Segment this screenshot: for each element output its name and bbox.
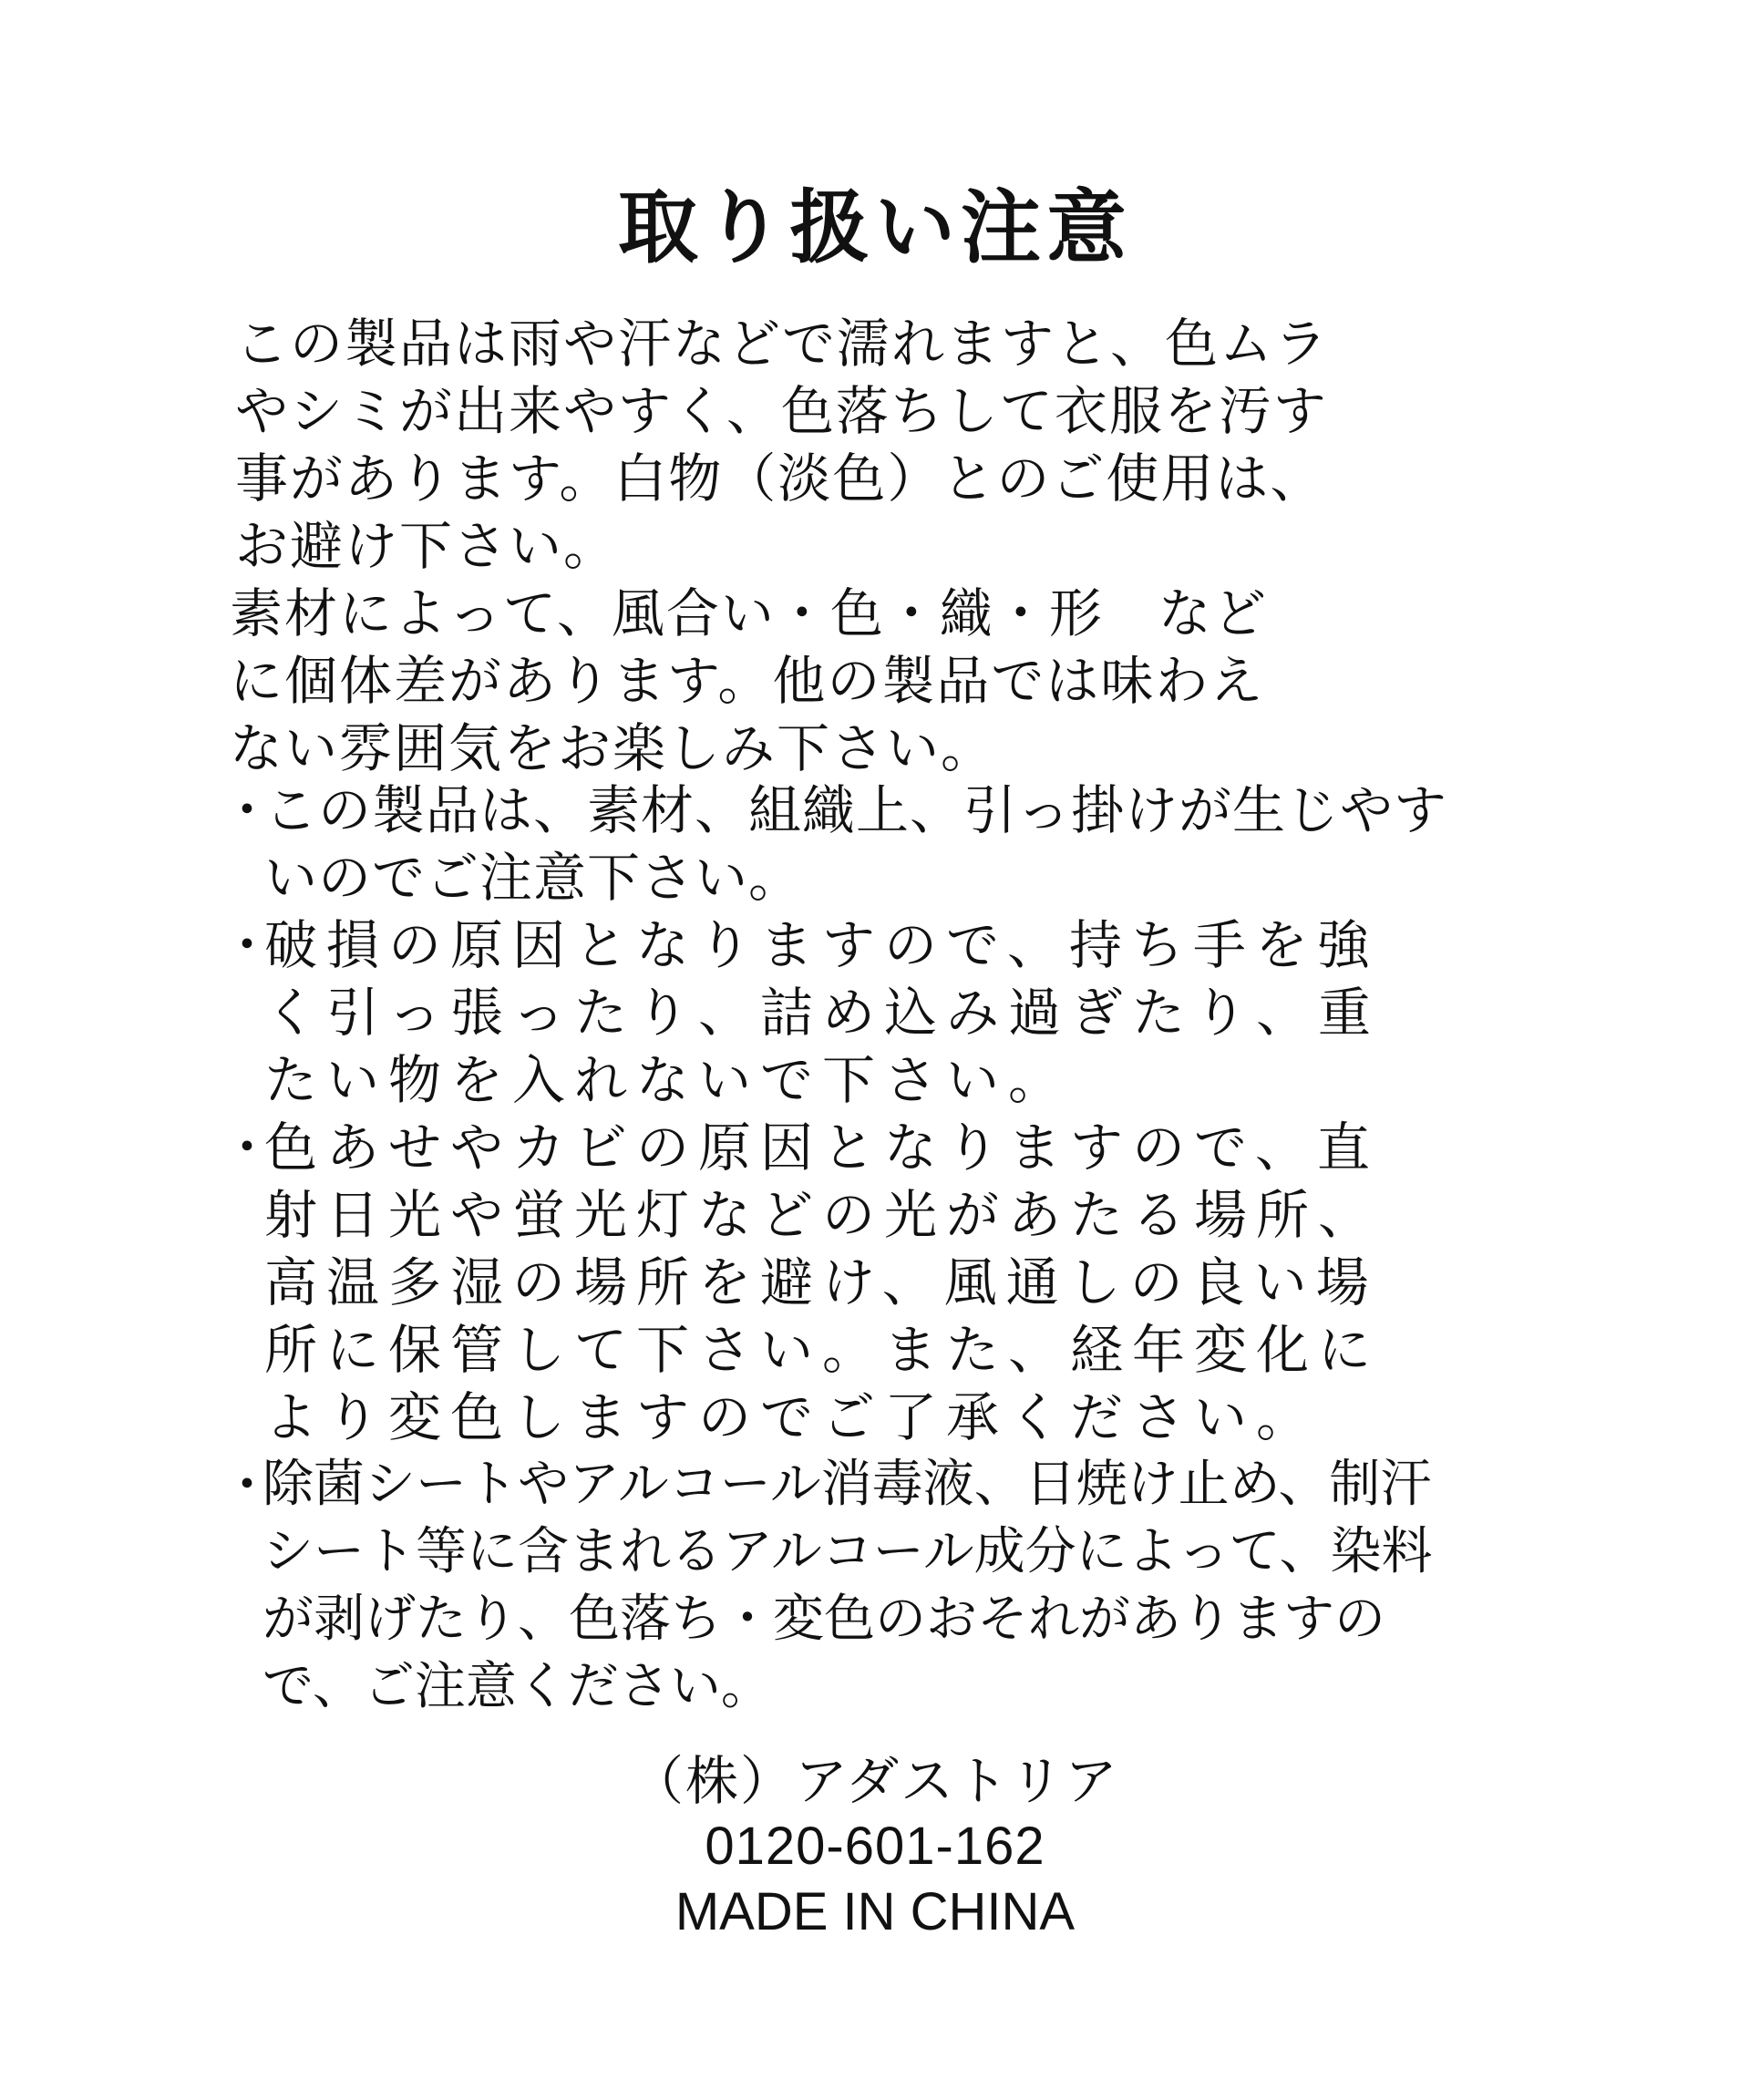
text-line: 素材によって、風合い・色・織・形 など [230, 582, 1268, 644]
caution-text [264, 777, 1447, 911]
text-line: に個体差があります。他の製品では味わえ [230, 650, 1265, 712]
text-line: 色あせやカビの原因となりますので、直 [264, 1117, 1379, 1179]
text-line: 所に保管して下さい。また、経年変化に [264, 1319, 1381, 1381]
text-line: この製品は、素材、組織上、引っ掛けが生じやす [264, 779, 1448, 841]
text-line: たい物を入れないで下さい。 [264, 1049, 1071, 1111]
phone-number: 0120-601-162 [705, 1817, 1045, 1876]
text-line: より変色しますのでご了承ください。 [264, 1386, 1319, 1448]
text-line: この製品は雨や汗などで濡れますと、色ムラ [235, 313, 1330, 375]
country-of-origin: MADE IN CHINA [674, 1882, 1076, 1941]
text-line: が剥げたり、色落ち・変色のおそれがありますの [262, 1590, 1385, 1649]
text-line: シート等に含まれるアルコール成分によって、染料 [262, 1522, 1433, 1581]
caution-text [264, 1114, 1380, 1451]
bullet-mark: ・ [221, 1117, 283, 1179]
text-line: 破損の原因となりますので、持ち手を強 [264, 914, 1379, 976]
bullet-mark: ・ [221, 779, 275, 841]
text-line: で、ご注意ください。 [262, 1657, 772, 1716]
page-title: 取り扱い注意 [617, 180, 1132, 274]
bullet-mark: ・ [221, 1454, 274, 1516]
caution-text [264, 911, 1380, 1114]
company-name: （株）アダストリア [631, 1750, 1119, 1812]
intro-paragraph-2 [230, 580, 1524, 782]
text-line: 除菌シートやアルコール消毒液、日焼け止め、制汗 [262, 1455, 1432, 1514]
text-line: ない雰囲気をお楽しみ下さい。 [230, 717, 996, 779]
text-line: 高温多湿の場所を避け、風通しの良い場 [264, 1251, 1378, 1313]
text-line: 射日光や蛍光灯などの光があたる場所、 [264, 1184, 1381, 1246]
text-line: く引っ張ったり、詰め込み過ぎたり、重 [264, 982, 1381, 1044]
text-line: いのでご注意下さい。 [264, 847, 803, 909]
caution-text [262, 1451, 1433, 1721]
bullet-mark: ・ [221, 914, 283, 976]
intro-paragraph-1 [235, 310, 1529, 580]
text-line: お避け下さい。 [235, 515, 619, 577]
text-line: やシミが出来やすく、色落ちして衣服を汚す [235, 380, 1328, 442]
text-line: 事があります。白物（淡色）とのご使用は、 [235, 448, 1325, 510]
